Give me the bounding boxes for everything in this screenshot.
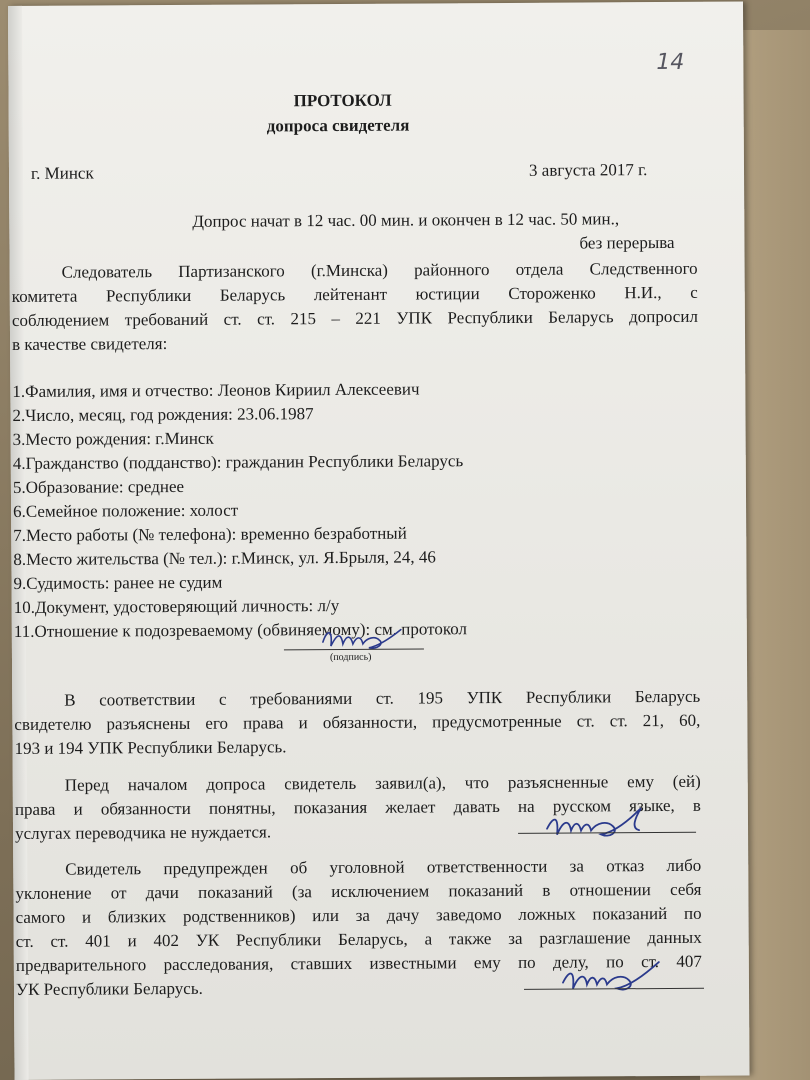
interrogation-time: Допрос начат в 12 час. 00 мин. и окончен в 12 час. 50 мин., [192,209,620,231]
signature-2 [543,798,653,845]
intro-line: в качестве свидетеля: [12,334,168,354]
language-line: услугах переводчика не нуждается. [14,822,272,843]
warning-line: УК Республики Беларусь. [15,978,203,999]
witness-field: 7.Место работы (№ телефона): временно безработный [13,523,407,545]
intro-line: комитета Республики Беларусь лейтенант юстиции Стороженко Н.И., с [11,282,698,306]
signature-3 [559,954,669,999]
language-line: права и обязанности понятны, показания желает давать на русском языке, в [14,795,701,819]
document-title: ПРОТОКОЛ [293,90,392,111]
witness-field: 4.Гражданство (подданство): гражданин Республики Беларусь [12,451,464,473]
rights-line: свидетелю разъяснены его права и обязанности, предусмотренные ст. ст. 21, 60, [14,710,701,734]
witness-field: 9.Судимость: ранее не судим [13,572,223,593]
signature-caption: (подпись) [329,651,372,664]
witness-field: 10.Документ, удостоверяющий личность: л/у [13,595,340,617]
witness-field: 8.Место жительства (№ тел.): г.Минск, ул. Я.Брыля, 24, 46 [13,547,436,569]
witness-field: 6.Семейное положение: холост [13,500,239,521]
warning-line: Свидетель предупрежден об уголовной ответственности за отказ либо [65,855,702,879]
witness-field: 5.Образование: среднее [12,476,185,497]
document-date: 3 августа 2017 г. [528,160,648,180]
rights-line: 193 и 194 УПК Республики Беларусь. [14,737,287,758]
page-number: 14 [656,49,685,76]
intro-line: соблюдением требований ст. ст. 215 – 221 УПК Республики Беларусь допросил [11,306,698,330]
warning-line: самого и близких родственников) или за дачу заведомо ложных показаний по [15,903,702,927]
document-subtitle: допроса свидетеля [266,115,410,136]
witness-field: 3.Место рождения: г.Минск [12,428,214,449]
rights-line: В соответствии с требованиями ст. 195 УПК Республики Беларусь [64,686,701,710]
language-line: Перед началом допроса свидетель заявил(а), что разъясненные ему (ей) [64,771,701,795]
warning-line: ст. ст. 401 и 402 УК Республики Беларусь, а также за разглашение данных [15,927,702,951]
witness-field: 1.Фамилия, имя и отчество: Леонов Кириил Алексеевич [12,379,420,401]
document-city: г. Минск [30,163,94,183]
warning-line: уклонение от дачи показаний (за исключением показаний в отношении себя [15,879,702,903]
intro-line: Следователь Партизанского (г.Минска) районного отдела Следственного [61,258,698,282]
document-page [8,2,750,1080]
witness-field: 11.Отношение к подозреваемому (обвиняемому): см. протокол [13,619,468,641]
witness-field: 2.Число, месяц, год рождения: 23.06.1987 [12,404,314,425]
warning-line: предварительного расследования, ставших известными ему по делу, по ст. 407 [15,951,702,975]
interrogation-break: без перерыва [579,232,675,253]
